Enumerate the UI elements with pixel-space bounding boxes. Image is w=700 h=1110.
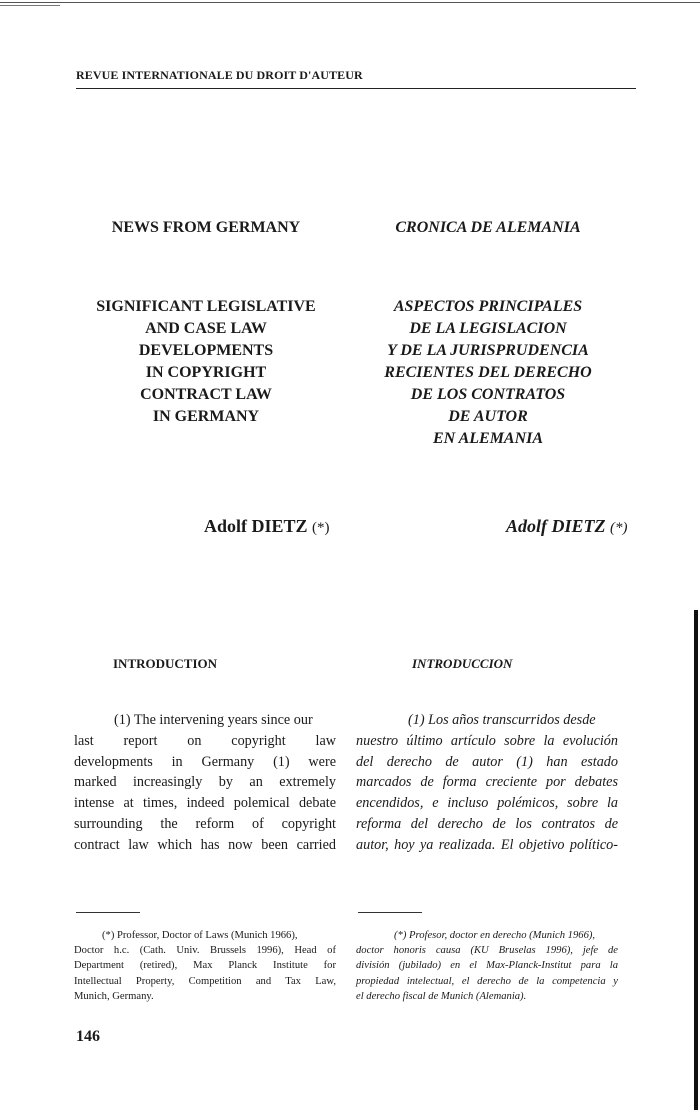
left-body-line: marked increasingly by an extremely (74, 774, 336, 791)
right-body-line: encendidos, e incluso polémicos, sobre la (356, 795, 618, 812)
right-footnote-line: el derecho fiscal de Munich (Alemania). (356, 990, 527, 1002)
left-body-line: developments in Germany (1) were (74, 753, 336, 770)
right-body-line: reforma del derecho de los contratos de (356, 815, 618, 832)
right-body-text (356, 710, 618, 856)
left-title-line: SIGNIFICANT LEGISLATIVE (96, 298, 316, 315)
right-body-line: (1) Los años transcurridos desde (408, 712, 596, 728)
right-footnote-line: propiedad intelectual, el derecho de la competencia y (356, 975, 618, 987)
left-title-line: AND CASE LAW (145, 320, 267, 337)
left-body-line: surrounding the reform of copyright (74, 815, 336, 832)
left-footnote-line: (*) Professor, Doctor of Laws (Munich 1966), (102, 930, 298, 941)
left-body-line: contract law which has now been carried (74, 836, 336, 853)
right-intro-heading: INTRODUCCION (412, 656, 513, 671)
right-section-title: CRONICA DE ALEMANIA (395, 219, 581, 236)
left-title-line: DEVELOPMENTS (138, 342, 274, 359)
left-footnote-line: Munich, Germany. (74, 990, 154, 1002)
left-body-line: (1) The intervening years since our (114, 712, 313, 728)
right-author-name: Adolf DIETZ (506, 516, 606, 536)
right-title-line: Y DE LA JURISPRUDENCIA (387, 342, 589, 359)
journal-header: REVUE INTERNATIONALE DU DROIT D'AUTEUR (76, 68, 363, 82)
left-footnote-line: Department (retired), Max Planck Institute for (74, 960, 336, 972)
right-body-line: del derecho de autor (1) han estado (356, 753, 618, 770)
left-title-line: IN GERMANY (152, 408, 260, 425)
left-footnote (74, 928, 336, 1004)
right-body-line: marcados de forma creciente por debates (356, 774, 618, 791)
right-footnote-line: (*) Profesor, doctor en derecho (Munich 1966), (394, 930, 596, 941)
right-author (506, 516, 628, 537)
right-footnote-rule (358, 912, 422, 913)
left-article-title (74, 296, 338, 428)
left-author-name: Adolf DIETZ (204, 516, 308, 536)
right-footnote-line: doctor honoris causa (KU Bruselas 1996), jefe de (356, 945, 618, 957)
right-title-line: RECIENTES DEL DERECHO (384, 364, 592, 381)
scan-spine-edge (694, 610, 698, 1110)
right-author-footnote-mark: (*) (610, 520, 628, 536)
left-intro-heading: INTRODUCTION (113, 656, 218, 671)
header-rule (76, 88, 636, 89)
right-body-line: nuestro último artículo sobre la evolución (356, 732, 618, 749)
right-title-line: EN ALEMANIA (432, 430, 544, 447)
right-article-title (356, 296, 620, 450)
right-title-line: ASPECTOS PRINCIPALES (393, 298, 583, 315)
left-author-footnote-mark: (*) (312, 520, 330, 536)
right-footnote-line: división (jubilado) en el Max-Planck-Institut para la (356, 960, 618, 972)
right-body-line: autor, hoy ya realizada. El objetivo político- (356, 836, 618, 853)
left-body-line: last report on copyright law (74, 732, 336, 749)
left-body-text (74, 710, 336, 856)
right-title-line: DE LOS CONTRATOS (410, 386, 566, 403)
left-footnote-rule (76, 912, 140, 913)
left-section-title: NEWS FROM GERMANY (111, 219, 301, 236)
left-title-line: IN COPYRIGHT (145, 364, 267, 381)
left-title-line: CONTRACT LAW (140, 386, 272, 403)
right-title-line: DE AUTOR (448, 408, 528, 425)
top-scan-rule (0, 2, 700, 3)
right-footnote (356, 928, 618, 1004)
left-author (204, 516, 330, 537)
left-footnote-line: Intellectual Property, Competition and Tax Law, (74, 975, 336, 987)
page-number: 146 (76, 1028, 100, 1045)
left-body-line: intense at times, indeed polemical debate (74, 795, 336, 812)
right-title-line: DE LA LEGISLACION (409, 320, 567, 337)
left-footnote-line: Doctor h.c. (Cath. Univ. Brussels 1996), Head of (74, 945, 336, 957)
top-scan-rule-short (0, 5, 60, 6)
